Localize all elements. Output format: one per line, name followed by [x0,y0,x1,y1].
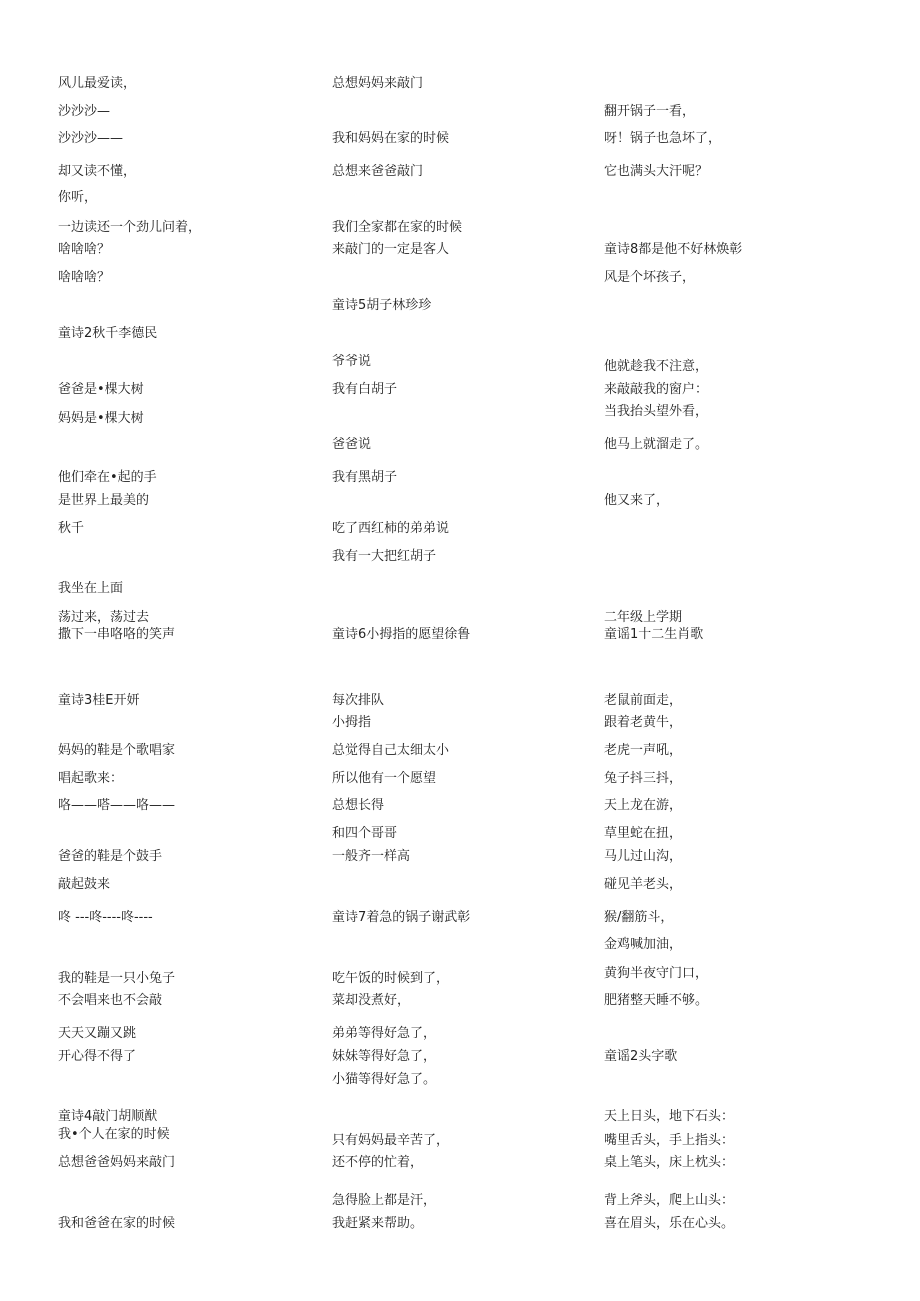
poem-heading: 童诗8都是他不好林焕彰 [604,242,743,257]
text-line: 咯——嗒——咯—— [58,798,176,813]
text-line: 和四个哥哥 [332,826,398,841]
text-line: 他就趁我不注意， [604,359,709,374]
text-line: 啥啥啥？ [58,242,111,257]
text-line: 一边读还一个劲儿问着， [58,220,202,235]
text-line: 只有妈妈最辛苦了， [332,1133,450,1148]
text-line: 我坐在上面 [58,581,124,596]
text-line: 风是个坏孩子， [604,270,696,285]
text-line: 风儿最爱读， [58,76,137,91]
poem-heading: 童诗3桂E开妍 [58,693,140,708]
text-line: 妈妈的鞋是个歌唱家 [58,743,176,758]
text-line: 我和爸爸在家的时候 [58,1216,176,1231]
text-line: 我有黑胡子 [332,470,398,485]
text-line: 沙沙沙—— [58,131,124,146]
text-line: 肥猪整天睡不够。 [604,993,709,1008]
text-line: 天上龙在游， [604,798,683,813]
text-line: 我有一大把红胡子 [332,549,437,564]
text-line: 来敲门的一定是客人 [332,242,450,257]
text-line: 弟弟等得好急了， [332,1026,437,1041]
text-line: 嘴里舌头，手上指头： [604,1133,735,1148]
text-line: 马儿过山沟， [604,849,683,864]
text-line: 啥啥啥？ [58,270,111,285]
text-line: 总想爸爸妈妈来敲门 [58,1155,176,1170]
text-line: 爸爸的鞋是个鼓手 [58,849,163,864]
text-line: 你听， [58,190,98,205]
poem-heading: 童诗7着急的锅子谢武彰 [332,910,471,925]
text-line: 还不停的忙着， [332,1155,424,1170]
text-line: 我们全家都在家的时候 [332,220,463,235]
text-line: 咚 ---咚----咚---- [58,910,153,925]
text-line: 秋千 [58,521,85,536]
text-line: 总想长得 [332,798,385,813]
text-line: 我有白胡子 [332,382,398,397]
column-2 [332,0,592,1301]
text-line: 我•个人在家的时候 [58,1127,170,1142]
text-line: 天天又蹦又跳 [58,1026,137,1041]
semester-heading: 二年级上学期 [604,610,683,625]
text-line: 兔子抖三抖， [604,771,683,786]
text-line: 开心得不得了 [58,1049,137,1064]
text-line: 碰见羊老头， [604,877,683,892]
text-line: 总想来爸爸敲门 [332,164,424,179]
text-line: 爸爸是•棵大树 [58,382,144,397]
rhyme-heading: 童谣1十二生肖歌 [604,627,704,642]
text-line: 吃了西红柿的弟弟说 [332,521,450,536]
text-line: 来敲敲我的窗户： [604,382,709,397]
text-line: 荡过来，荡过去 [58,610,150,625]
rhyme-heading: 童谣2头字歌 [604,1049,678,1064]
text-line: 所以他有一个愿望 [332,771,437,786]
text-line: 我的鞋是一只小兔子 [58,971,176,986]
text-line: 唱起歌来： [58,771,124,786]
column-1 [58,0,318,1301]
text-line: 撒下一串咯咯的笑声 [58,627,176,642]
text-line: 背上斧头，爬上山头： [604,1193,735,1208]
text-line: 他马上就溜走了。 [604,437,709,452]
text-line: 妈妈是•棵大树 [58,411,144,426]
poem-heading: 童诗4敲门胡顺猷 [58,1109,158,1124]
text-line: 菜却没煮好， [332,993,411,1008]
text-line: 却又读不懂， [58,164,137,179]
text-line: 它也满头大汗呢？ [604,164,709,179]
text-line: 沙沙沙— [58,104,111,119]
text-line: 小猫等得好急了。 [332,1072,437,1087]
column-3 [604,0,894,1301]
text-line: 我赶紧来帮助。 [332,1216,424,1231]
text-line: 妹妹等得好急了， [332,1049,437,1064]
text-line: 我和妈妈在家的时候 [332,131,450,146]
poem-heading: 童诗5胡子林珍珍 [332,298,432,313]
poem-heading: 童诗2秋千李德民 [58,326,158,341]
text-line: 桌上笔头，床上枕头： [604,1155,735,1170]
text-line: 小拇指 [332,715,372,730]
text-line: 猴/翻筋斗， [604,910,674,925]
text-line: 他又来了， [604,493,670,508]
text-line: 老鼠前面走， [604,693,683,708]
text-line: 黄狗半夜守门口， [604,966,709,981]
text-line: 吃午饭的时候到了， [332,971,450,986]
text-line: 不会唱来也不会敲 [58,993,163,1008]
text-line: 总觉得自己太细太小 [332,743,450,758]
text-line: 爷爷说 [332,354,372,369]
text-line: 金鸡喊加油， [604,937,683,952]
text-line: 敲起鼓来 [58,877,111,892]
text-line: 天上日头，地下石头： [604,1109,735,1124]
text-line: 一般齐一样高 [332,849,411,864]
text-line: 当我抬头望外看， [604,404,709,419]
text-line: 喜在眉头，乐在心头。 [604,1216,735,1231]
text-line: 跟着老黄牛， [604,715,683,730]
text-line: 每次排队 [332,693,385,708]
text-line: 老虎一声吼， [604,743,683,758]
text-line: 总想妈妈来敲门 [332,76,424,91]
text-line: 翻开锅子一看， [604,104,696,119]
text-line: 爸爸说 [332,437,372,452]
poem-heading: 童诗6小拇指的愿望徐鲁 [332,627,471,642]
text-line: 呀！锅子也急坏了， [604,131,722,146]
text-line: 是世界上最美的 [58,493,150,508]
text-line: 他们牵在•起的手 [58,470,157,485]
text-line: 急得脸上都是汗， [332,1193,437,1208]
text-line: 草里蛇在扭， [604,826,683,841]
